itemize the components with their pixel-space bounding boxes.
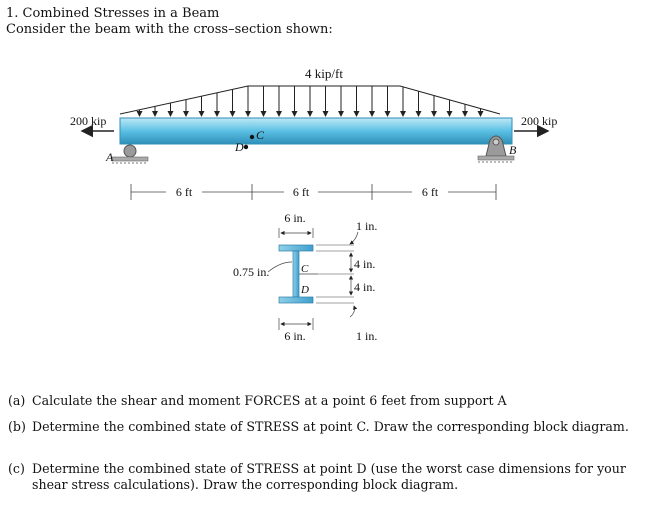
- span-label-1: 6 ft: [175, 185, 193, 199]
- cross-section: [233, 211, 377, 343]
- span-label-3: 6 ft: [421, 185, 439, 199]
- bottom-flange: [279, 297, 313, 303]
- question-c-label: (c): [8, 461, 25, 476]
- question-b-label: (b): [8, 419, 26, 434]
- distributed-load-label: 4 kip/ft: [305, 66, 343, 81]
- point-d-dot: [244, 145, 248, 149]
- point-d-label: D: [235, 140, 244, 154]
- section-point-d: D: [301, 284, 309, 296]
- web: [293, 251, 299, 297]
- question-c: [8, 461, 648, 493]
- top-flange-width-label: 6 in.: [284, 211, 306, 225]
- support-a-label: A: [106, 150, 114, 164]
- web-upper-height-label: 4 in.: [354, 257, 376, 271]
- bottom-flange-thickness-label: 1 in.: [356, 329, 378, 343]
- section-point-c: C: [301, 263, 309, 275]
- span-label-2: 6 ft: [292, 185, 310, 199]
- load-arrows: [140, 86, 481, 116]
- problem-title: 1. Combined Stresses in a Beam: [6, 6, 220, 21]
- question-b: [8, 419, 648, 435]
- question-a-label: (a): [8, 393, 26, 408]
- web-lower-height-label: 4 in.: [354, 280, 376, 294]
- roller-support-a: [112, 145, 148, 163]
- beam: [120, 118, 512, 144]
- question-a: [8, 393, 648, 409]
- point-c-label: C: [256, 128, 265, 142]
- question-b-text: Determine the combined state of STRESS at point C. Draw the corresponding block diagram.: [32, 419, 629, 434]
- question-c-text: Determine the combined state of STRESS at point D (use the worst case dimensions for your shear stress calculations). Draw the corresponding block diagram.: [32, 461, 626, 492]
- support-b-label: B: [509, 143, 517, 157]
- left-force-label: 200 kip: [70, 114, 107, 128]
- point-c-dot: [250, 135, 254, 139]
- question-a-text: Calculate the shear and moment FORCES at a point 6 feet from support A: [32, 393, 507, 408]
- problem-subtitle: Consider the beam with the cross–section shown:: [6, 22, 333, 37]
- right-force-label: 200 kip: [521, 114, 558, 128]
- web-thickness-label: 0.75 in.: [233, 265, 270, 279]
- top-flange-thickness-label: 1 in.: [356, 219, 378, 233]
- top-flange: [279, 245, 313, 251]
- bottom-flange-width-label: 6 in.: [284, 329, 306, 343]
